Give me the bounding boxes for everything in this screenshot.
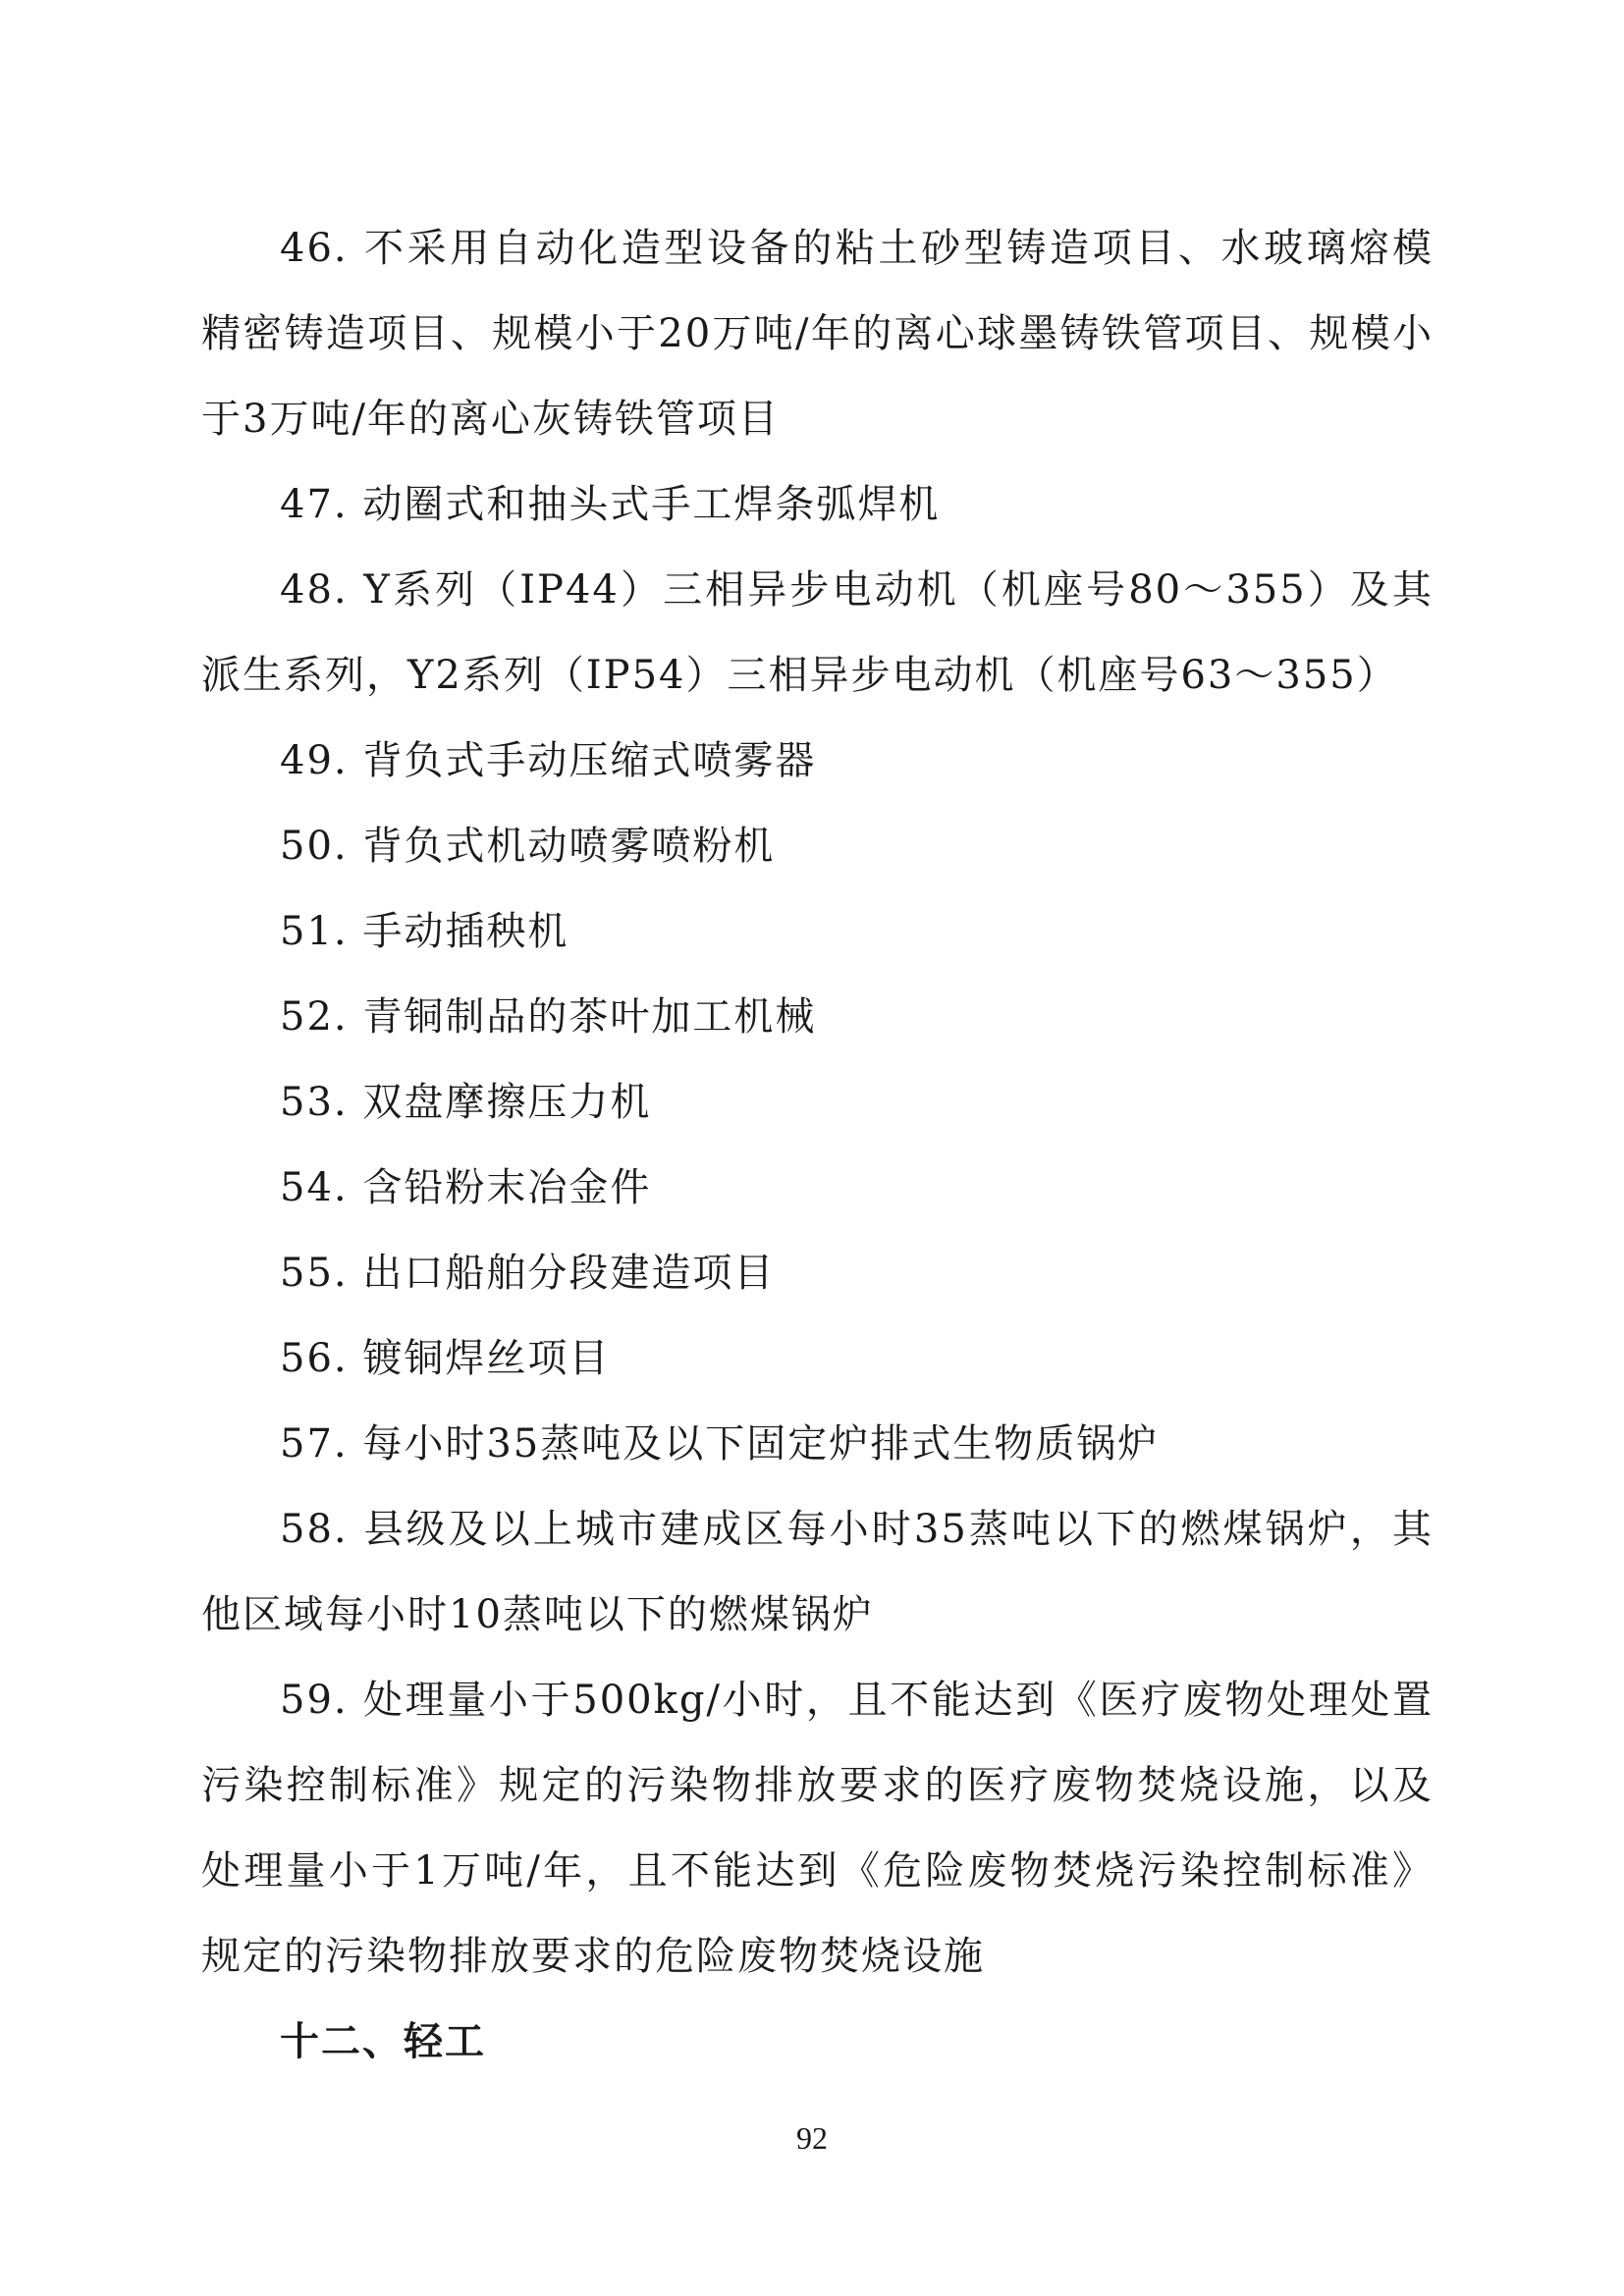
list-item-51: 51. 手动插秧机 bbox=[280, 909, 569, 954]
page-number: 92 bbox=[796, 2120, 828, 2156]
section-heading: 十二、轻工 bbox=[280, 2019, 486, 2064]
list-item-55: 55. 出口船舶分段建造项目 bbox=[280, 1251, 776, 1296]
list-item-53: 53. 双盘摩擦压力机 bbox=[280, 1080, 652, 1125]
list-item-46: 46. 不采用自动化造型设备的粘土砂型铸造项目、水玻璃熔模精密铸造项目、规模小于20万吨/年的离心球墨铸铁管项目、规模小于3万吨/年的离心灰铸铁管项目 bbox=[201, 226, 1434, 442]
list-item-47: 47. 动圈式和抽头式手工焊条弧焊机 bbox=[280, 482, 941, 527]
list-item-49: 49. 背负式手动压缩式喷雾器 bbox=[280, 738, 817, 783]
list-item-56: 56. 镀铜焊丝项目 bbox=[280, 1336, 611, 1381]
list-item-52: 52. 青铜制品的茶叶加工机械 bbox=[280, 994, 817, 1040]
list-item-54: 54. 含铅粉末冶金件 bbox=[280, 1165, 652, 1210]
list-item-58: 58. 县级及以上城市建成区每小时35蒸吨以下的燃煤锅炉，其他区域每小时10蒸吨以下的燃煤锅炉 bbox=[201, 1507, 1434, 1637]
list-item-48: 48. Y系列（IP44）三相异步电动机（机座号80～355）及其派生系列，Y2系列（IP54）三相异步电动机（机座号63～355） bbox=[201, 567, 1434, 698]
list-item-50: 50. 背负式机动喷雾喷粉机 bbox=[280, 824, 776, 869]
list-item-59: 59. 处理量小于500kg/小时，且不能达到《医疗废物处理处置污染控制标准》规定的污染物排放要求的医疗废物焚烧设施，以及处理量小于1万吨/年，且不能达到《危险废物焚烧污染控制标准》规定的污染物排放要求的危险废物焚烧设施 bbox=[201, 1678, 1434, 1979]
list-item-57: 57. 每小时35蒸吨及以下固定炉排式生物质锅炉 bbox=[280, 1421, 1160, 1467]
page-content bbox=[201, 206, 1434, 2085]
